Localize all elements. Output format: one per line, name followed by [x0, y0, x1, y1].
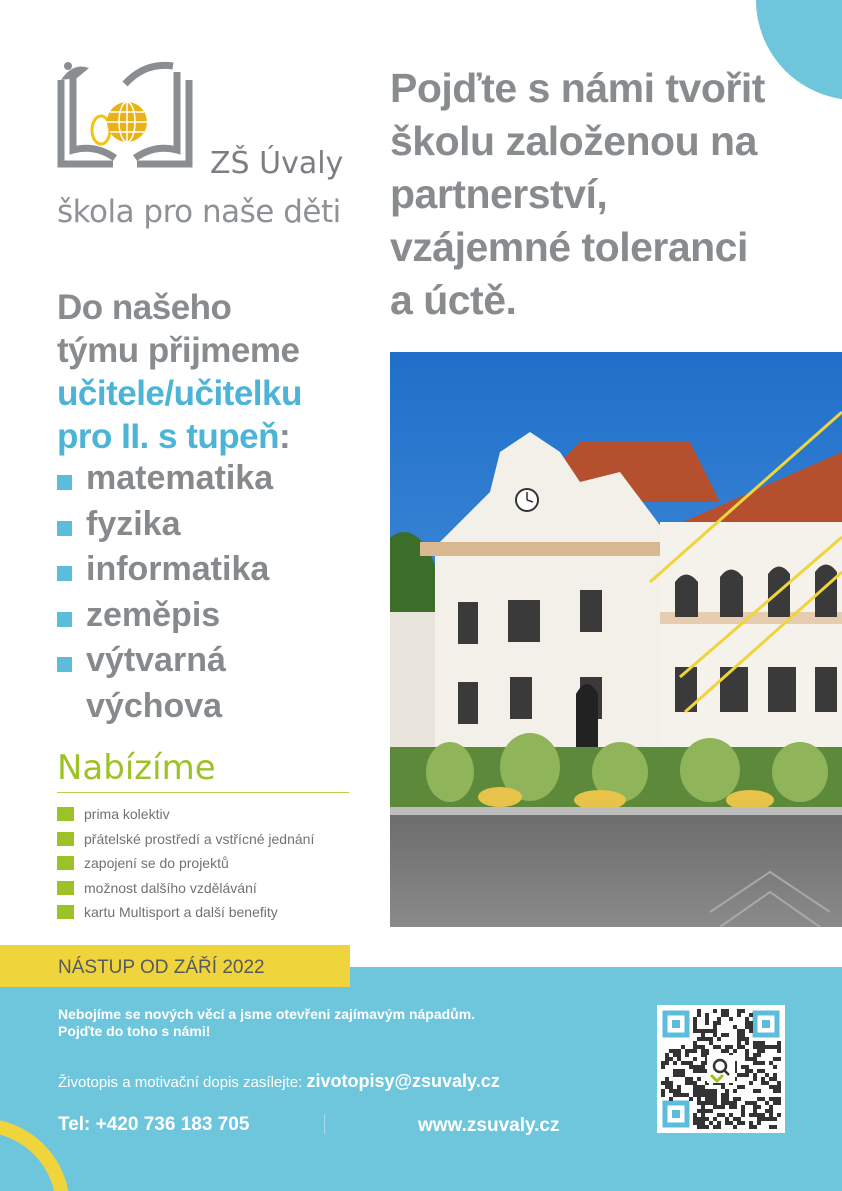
offer-list — [57, 804, 314, 927]
offer-item: zapojení se do projektů — [57, 853, 314, 878]
bullet-square-icon — [57, 807, 74, 821]
headline-line: školu založenou na — [390, 118, 757, 164]
subject-item: zeměpis — [57, 593, 377, 639]
footer-message-line: Nebojíme se nových věcí a jsme otevřeni zajímavým nápadům. — [58, 1006, 476, 1022]
bullet-square-icon — [57, 657, 72, 672]
hiring-heading — [57, 286, 377, 458]
subject-item: informatika — [57, 547, 377, 593]
cv-text: Životopis a motivační dopis zasílejte: — [58, 1074, 303, 1091]
bullet-square-icon — [57, 905, 74, 919]
hiring-colon: : — [278, 417, 291, 456]
bullet-square-icon — [57, 832, 74, 846]
bullet-square-icon — [57, 881, 74, 895]
footer-message — [58, 1006, 475, 1040]
subject-item: matematika — [57, 456, 377, 502]
bullet-square-icon — [57, 566, 72, 581]
headline-line: vzájemné toleranci — [390, 224, 748, 270]
school-tagline: škola pro naše děti — [57, 194, 341, 230]
offer-item: přátelské prostředí a vstřícné jednání — [57, 829, 314, 854]
offer-item: prima kolektiv — [57, 804, 314, 829]
offer-divider — [57, 792, 349, 793]
subject-item: fyzika — [57, 502, 377, 548]
headline — [390, 62, 810, 327]
bullet-square-icon — [57, 856, 74, 870]
footer-message-line: Pojďte do toho s námi! — [58, 1023, 211, 1039]
headline-line: a úctě. — [390, 277, 517, 323]
offer-item: možnost dalšího vzdělávání — [57, 878, 314, 903]
bullet-square-icon — [57, 521, 72, 536]
offer-item: kartu Multisport a další benefity — [57, 902, 314, 927]
start-date-text: NÁSTUP OD ZÁŘÍ 2022 — [58, 957, 265, 978]
bullet-square-icon — [57, 612, 72, 627]
cv-instructions — [58, 1071, 500, 1092]
email-link[interactable]: zivotopisy@zsuvaly.cz — [306, 1071, 500, 1091]
website-link[interactable]: www.zsuvaly.cz — [418, 1115, 560, 1136]
subject-item: výtvarná — [57, 638, 377, 684]
hiring-level: pro II. s tupeň — [57, 417, 279, 456]
headline-line: Pojďte s námi tvořit — [390, 65, 765, 111]
phone-number[interactable]: Tel: +420 736 183 705 — [58, 1114, 250, 1135]
subject-list — [57, 456, 377, 729]
qr-code — [657, 1005, 785, 1133]
headline-line: partnerství, — [390, 171, 608, 217]
footer-separator — [324, 1114, 325, 1134]
hiring-heading-line: týmu přijmeme — [57, 331, 300, 370]
school-logo — [55, 58, 195, 178]
subject-item-continuation: výchova — [86, 686, 223, 725]
bullet-square-icon — [57, 475, 72, 490]
hiring-position: učitele/učitelku — [57, 374, 302, 413]
school-building-photo — [390, 352, 842, 927]
school-name: ZŠ Úvaly — [210, 146, 344, 181]
offer-title: Nabízíme — [57, 748, 216, 788]
hiring-heading-line: Do našeho — [57, 288, 232, 327]
